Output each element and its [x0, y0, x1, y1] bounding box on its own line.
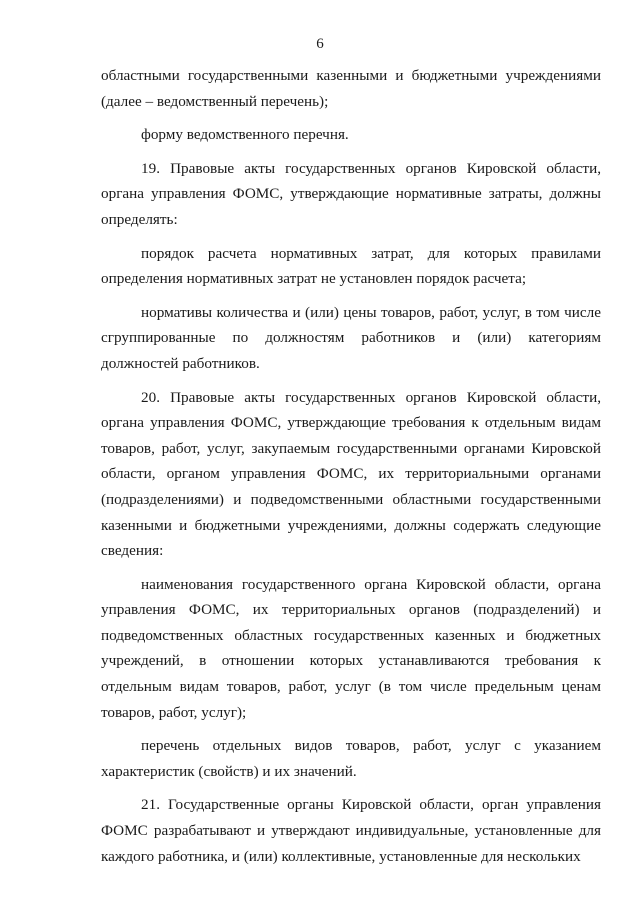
- paragraph: нормативы количества и (или) цены товаров, работ, услуг, в том числе сгруппированные по должностям работников и (или) категориям должностей работников.: [101, 303, 601, 372]
- paragraph: 19. Правовые акты государственных органов Кировской области, органа управления ФОМС, утверждающие нормативные затраты, должны определять:: [101, 159, 601, 228]
- page-number: 6: [316, 36, 324, 52]
- paragraph: 21. Государственные органы Кировской области, орган управления ФОМС разрабатывают и утверждают индивидуальные, установленные для каждого работника, и (или) коллективные, установленные для нескольких: [101, 796, 601, 865]
- paragraph: перечень отдельных видов товаров, работ, услуг с указанием характеристик (свойств) и их значений.: [101, 737, 601, 780]
- paragraph: 20. Правовые акты государственных органов Кировской области, органа управления ФОМС, утверждающие требования к отдельным видам товаров, работ, услуг, закупаемым государственными органами Кировской области, органом управления ФОМС, их территориальными органами (подразделениями) и подведомственными областными государственными казенными и бюджетными учреждениями, должны содержать следующие сведения:: [101, 388, 601, 560]
- paragraph: форму ведомственного перечня.: [141, 126, 349, 144]
- document-body: [101, 63, 601, 877]
- paragraph: областными государственными казенными и бюджетными учреждениями (далее – ведомственный перечень);: [101, 67, 601, 110]
- paragraph: порядок расчета нормативных затрат, для которых правилами определения нормативных затрат не установлен порядок расчета;: [101, 244, 601, 288]
- paragraph: наименования государственного органа Кировской области, органа управления ФОМС, их территориальных органов (подразделений) и подведомственных областных государственных казенных и бюджетных учреждений, в отношении которых устанавливаются требования к отдельным видам товаров, работ, услуг (в том числе предельным ценам товаров, работ, услуг);: [101, 575, 601, 721]
